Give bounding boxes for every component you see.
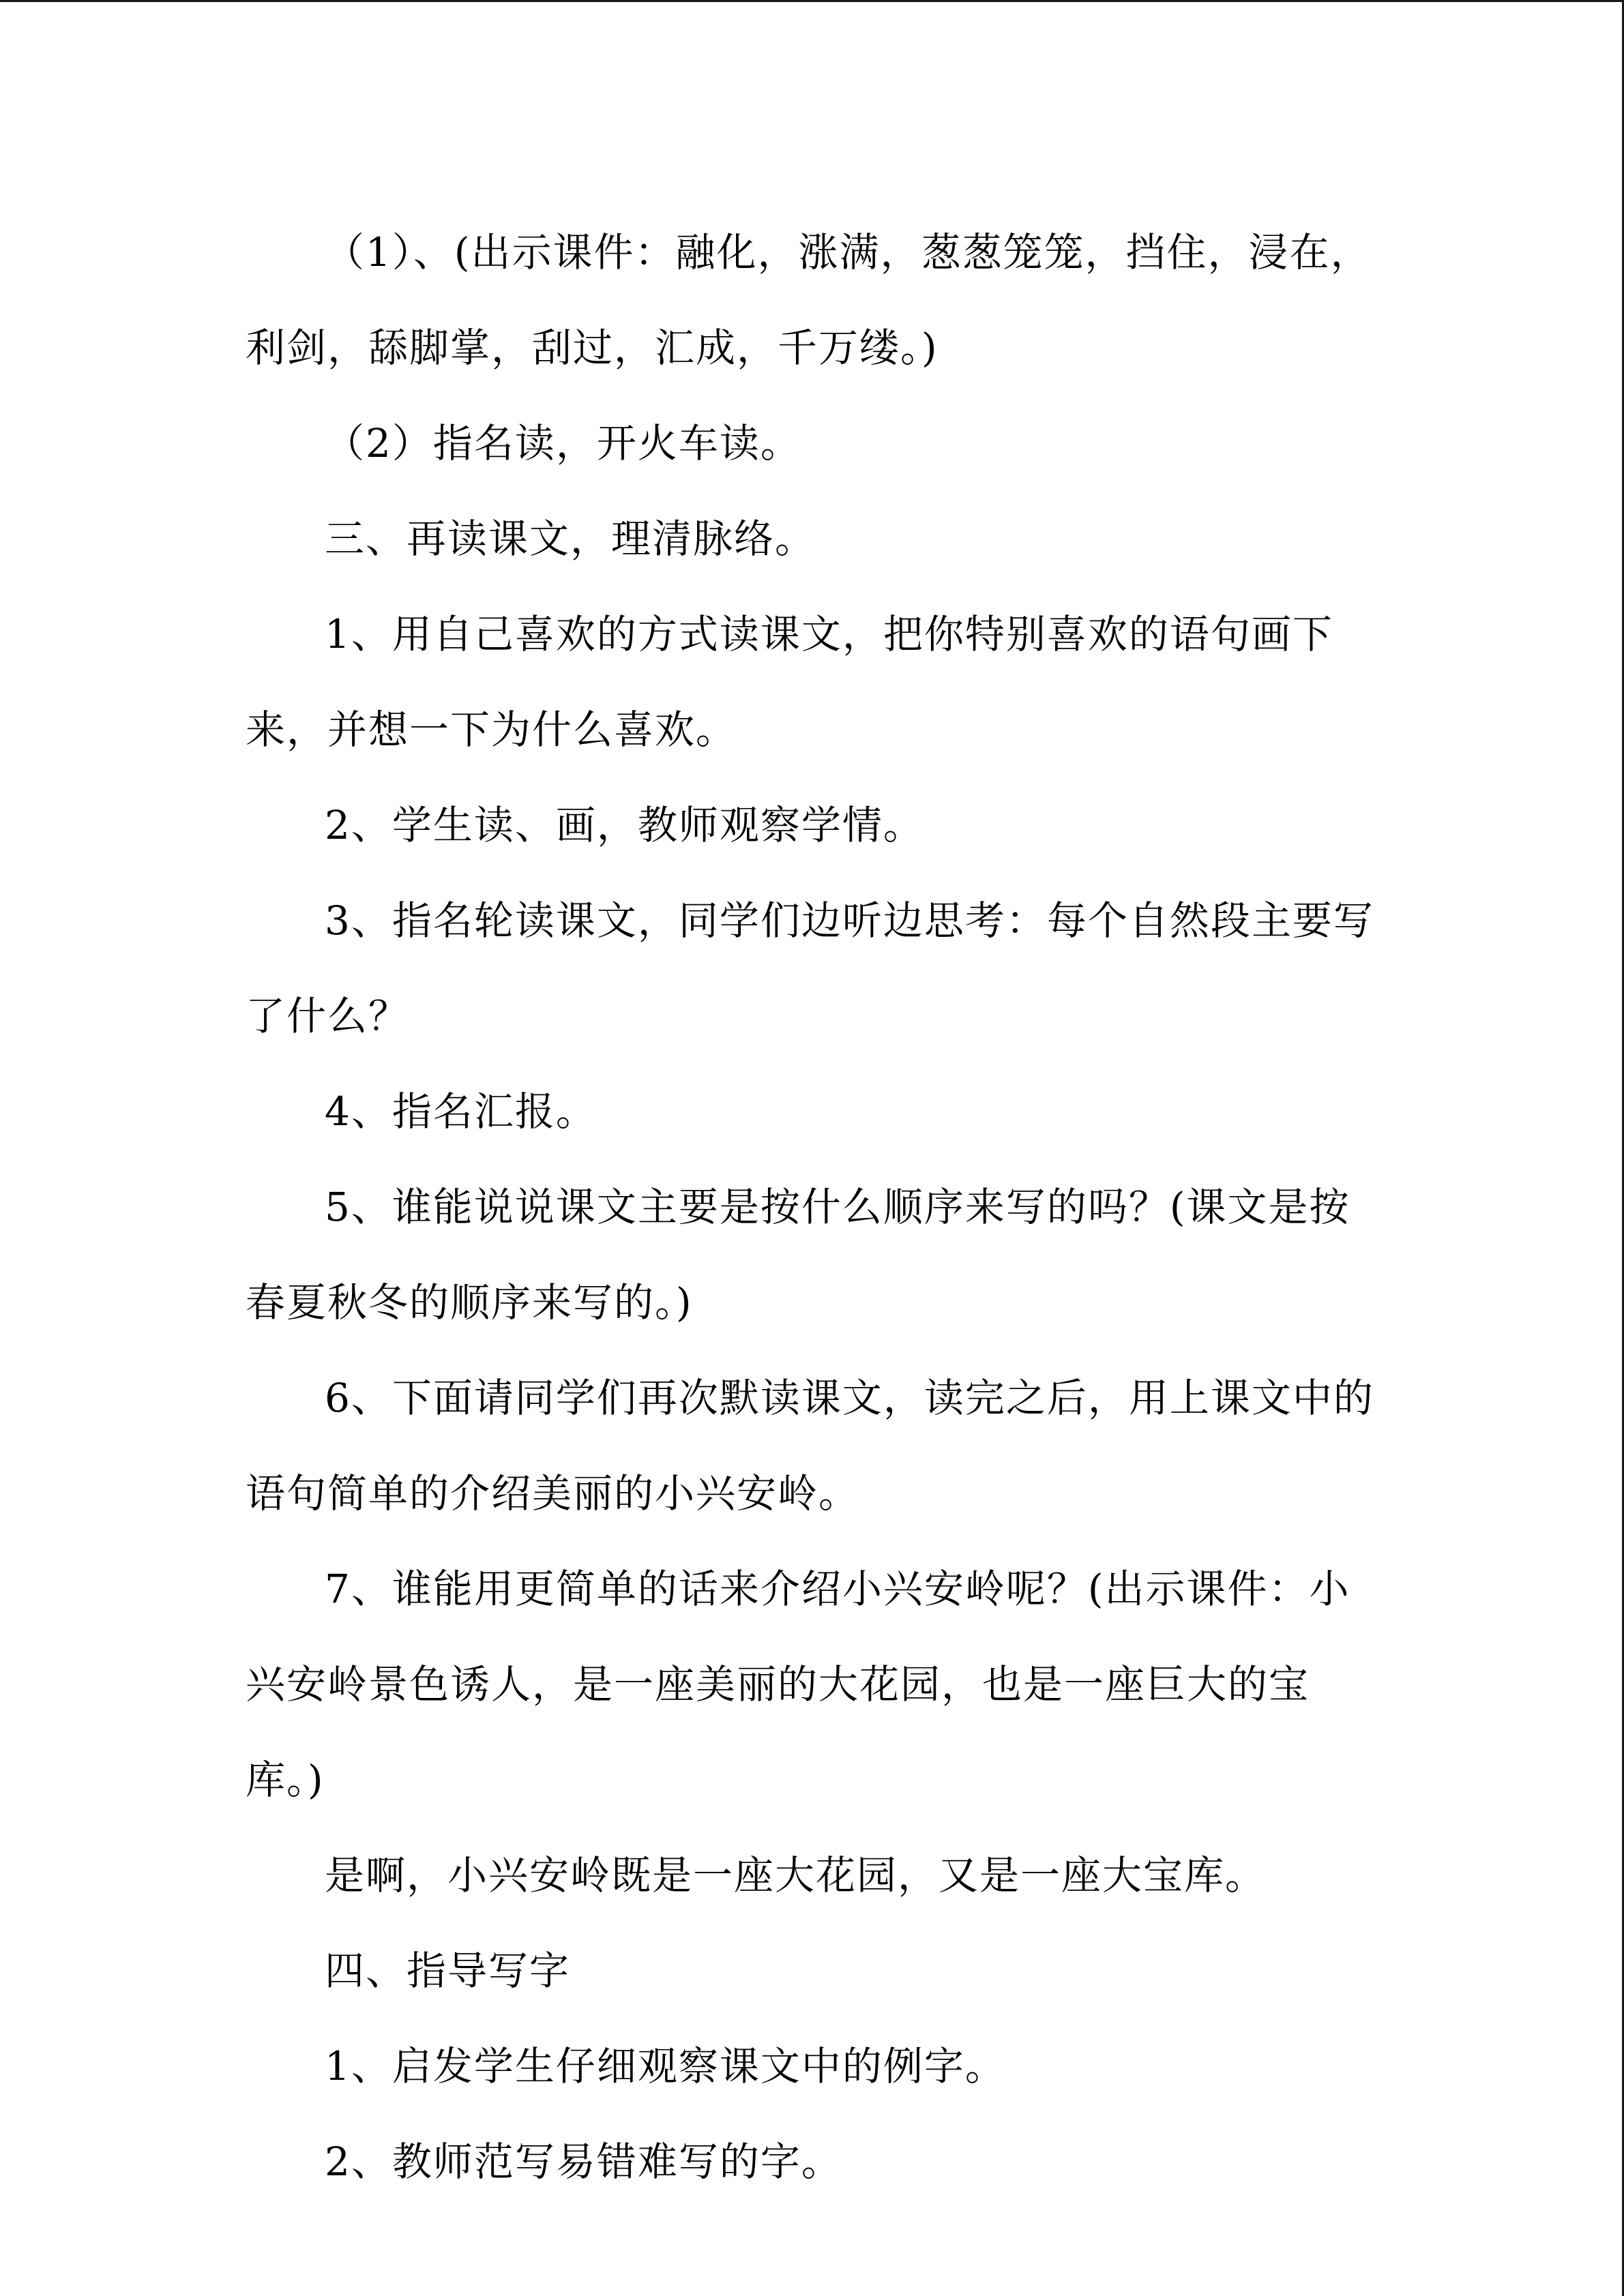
paragraph-2: （2）指名读，开火车读。 bbox=[325, 420, 801, 466]
paragraph-6: 3、指名轮读课文，同学们边听边思考：每个自然段主要写了什么？ bbox=[246, 897, 1374, 1039]
paragraph-11: 是啊，小兴安岭既是一座大花园，又是一座大宝库。 bbox=[325, 1852, 1267, 1898]
paragraph-10: 7、谁能用更简单的话来介绍小兴安岭呢？(出示课件：小兴安岭景色诱人，是一座美丽的大花园，也是一座巨大的宝库。) bbox=[246, 1566, 1350, 1803]
paragraph-14: 2、教师范写易错难写的字。 bbox=[325, 2138, 842, 2185]
page-top-border bbox=[0, 0, 1624, 2]
paragraph-7: 4、指名汇报。 bbox=[325, 1088, 597, 1135]
paragraph-13: 1、启发学生仔细观察课文中的例字。 bbox=[325, 2043, 1006, 2089]
paragraph-9: 6、下面请同学们再次默读课文，读完之后，用上课文中的语句简单的介绍美丽的小兴安岭。 bbox=[246, 1375, 1374, 1517]
section-heading-3: 三、再读课文，理清脉络。 bbox=[325, 516, 816, 562]
paragraph-1: （1）、(出示课件：融化，涨满，葱葱笼笼，挡住，浸在，利剑，舔脚掌，刮过，汇成，千万缕。) bbox=[246, 229, 1372, 371]
paragraph-4: 1、用自己喜欢的方式读课文，把你特别喜欢的语句画下来，并想一下为什么喜欢。 bbox=[246, 611, 1333, 753]
document-body bbox=[246, 205, 1378, 2209]
paragraph-8: 5、谁能说说课文主要是按什么顺序来写的吗？(课文是按春夏秋冬的顺序来写的。) bbox=[246, 1184, 1350, 1326]
section-heading-4: 四、指导写字 bbox=[325, 1948, 571, 1994]
paragraph-5: 2、学生读、画，教师观察学情。 bbox=[325, 802, 924, 848]
